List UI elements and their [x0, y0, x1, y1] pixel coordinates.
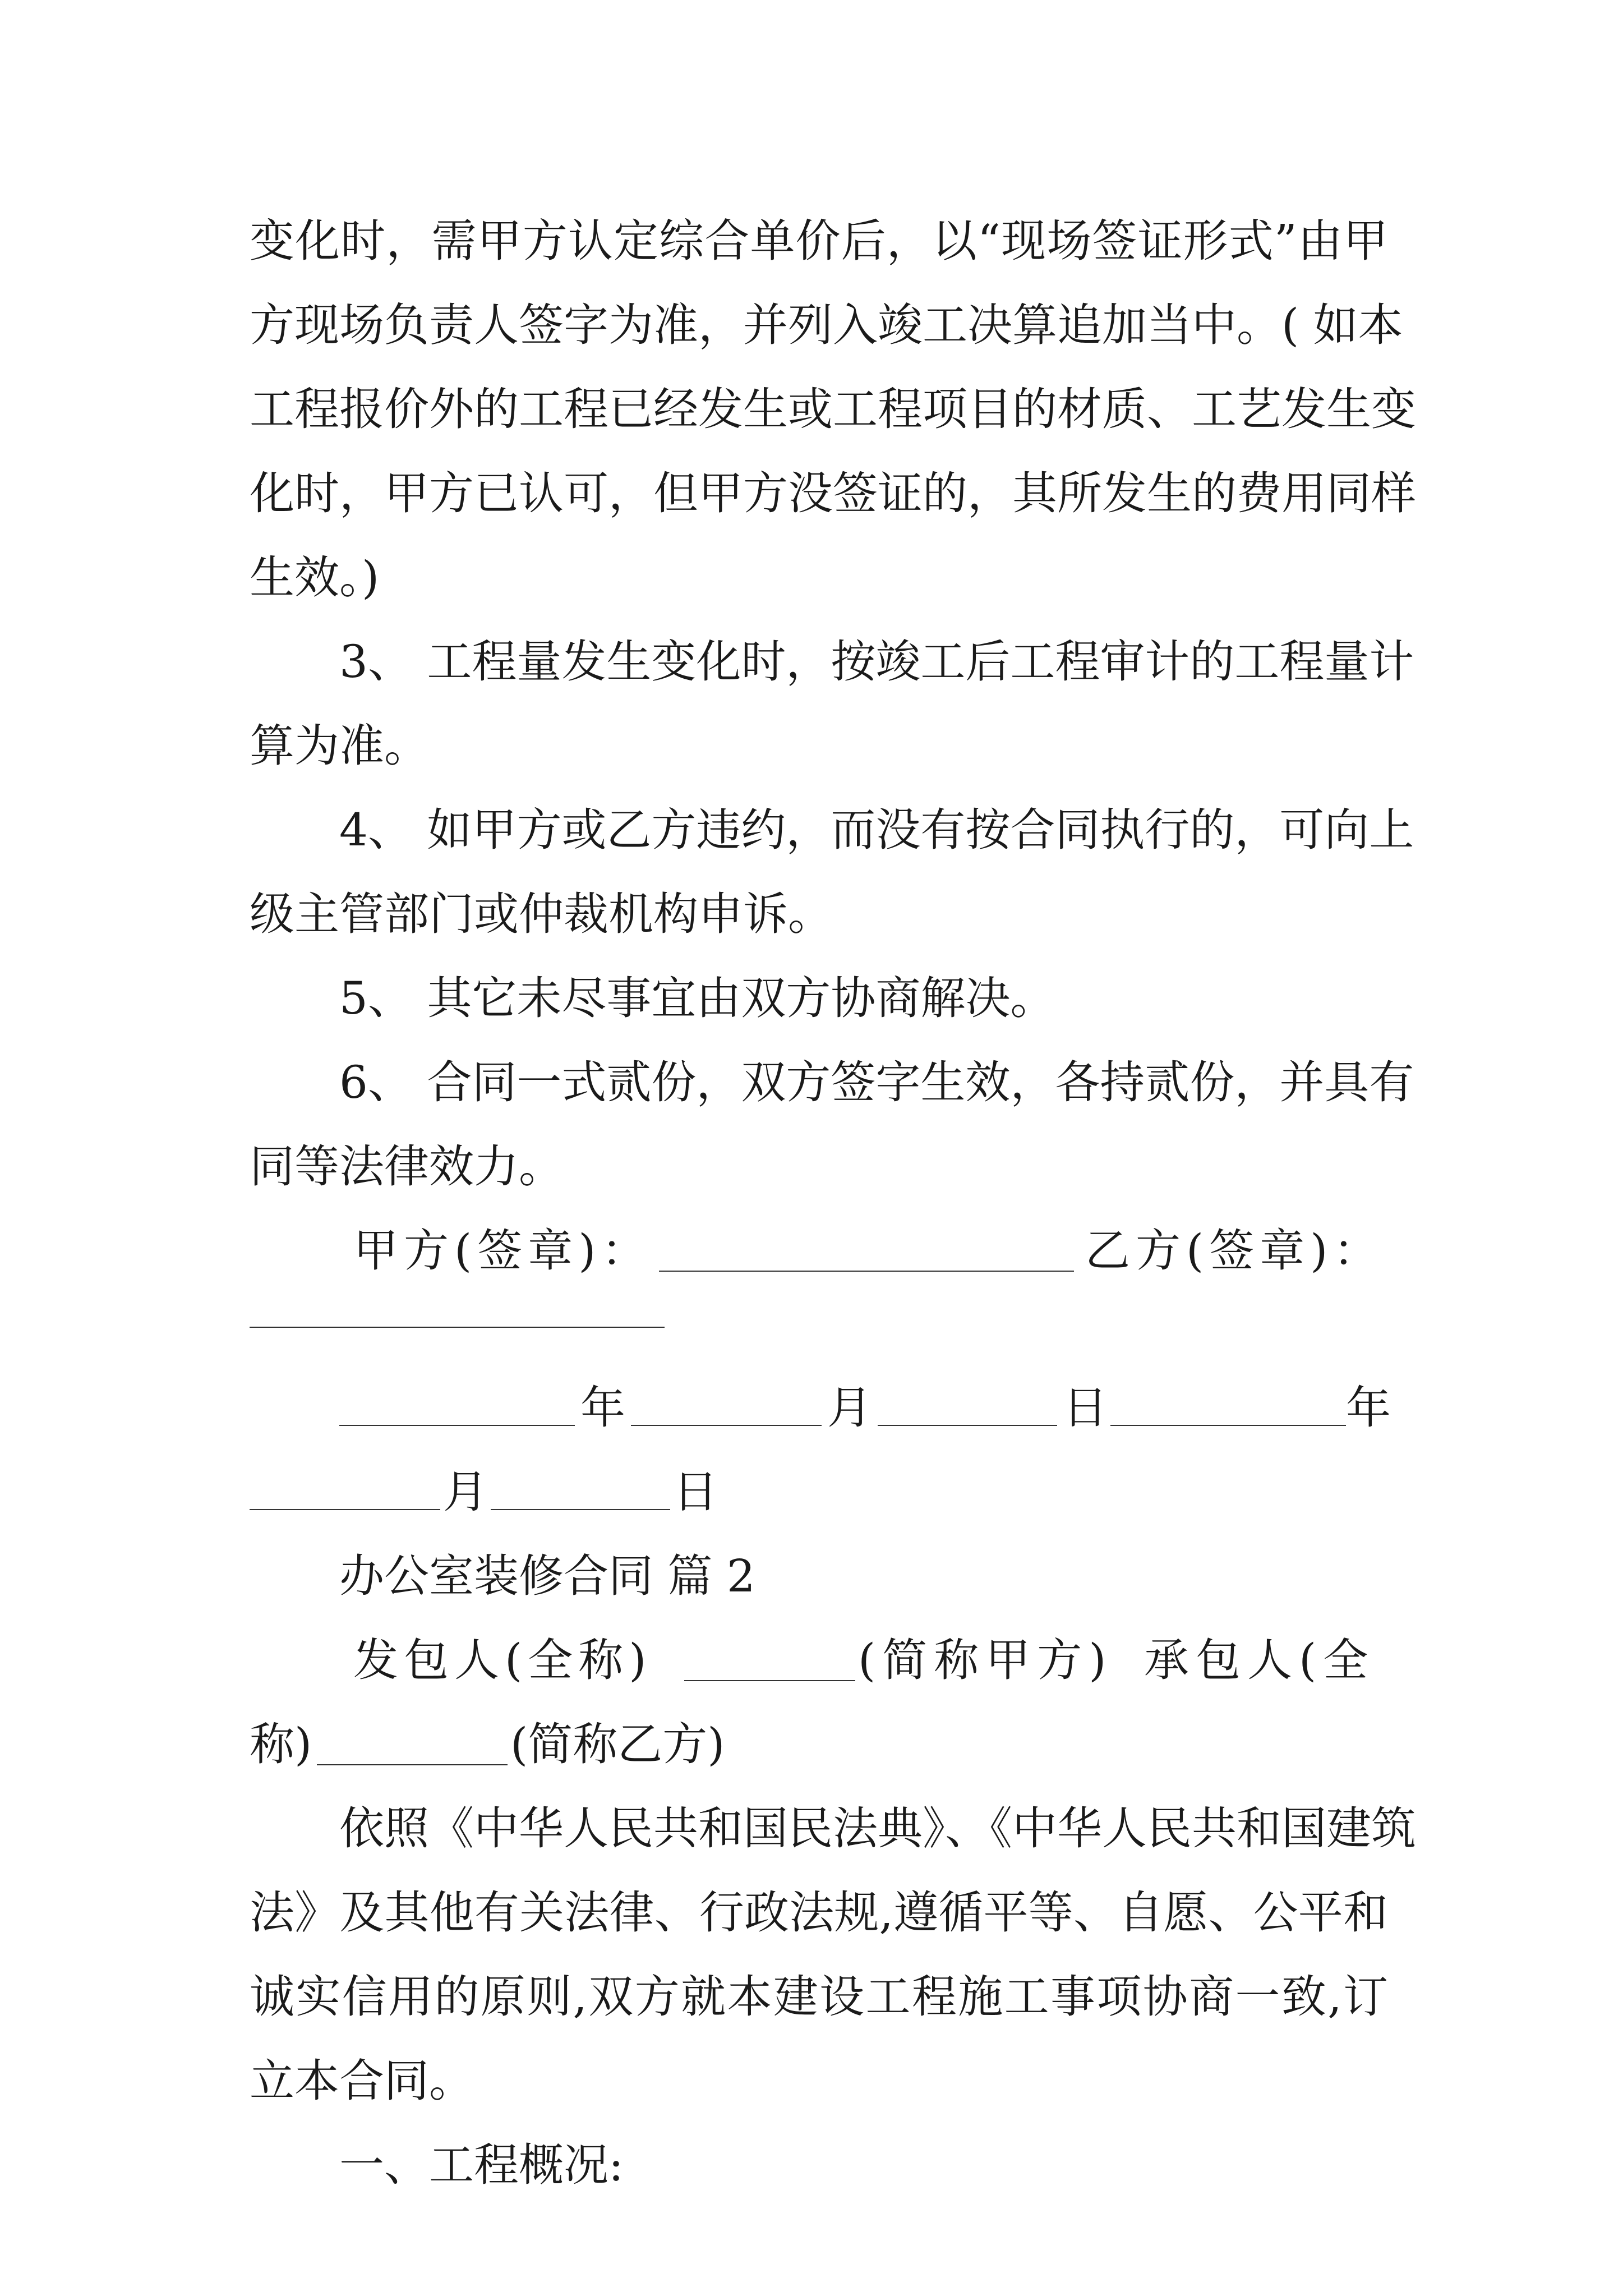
paragraph-line: 工程报价外的工程已经发生或工程项目的材质、工艺发生变 — [250, 383, 1416, 435]
basis-line: 立本合同。 — [250, 2055, 474, 2107]
day-label: 日 — [1063, 1382, 1108, 1434]
clause-4-line: 级主管部门或仲裁机构申诉。 — [250, 888, 833, 940]
contractor-short-label: (简称乙方) — [510, 1718, 725, 1770]
contractor-label-2: 称) — [250, 1718, 312, 1770]
contractor-name-blank[interactable] — [317, 1764, 508, 1765]
basis-line: 依照《中华人民共和国民法典》、《中华人民共和国建筑 — [339, 1802, 1416, 1855]
month-label-b: 月 — [443, 1466, 488, 1518]
party-a-signature-label: 甲方(签章)： — [353, 1225, 652, 1277]
year-label-b: 年 — [1346, 1382, 1391, 1434]
basis-line: 诚实信用的原则,双方就本建设工程施工事项协商一致,订 — [250, 1971, 1388, 2023]
date-month-blank[interactable] — [631, 1425, 822, 1426]
month-label: 月 — [827, 1382, 872, 1434]
issuer-short-label: (简称甲方) — [858, 1634, 1113, 1686]
party-b-signature-blank[interactable] — [250, 1327, 665, 1328]
paragraph-line: 变化时，需甲方认定综合单价后，以“现场签证形式”由甲 — [250, 215, 1388, 267]
issuer-label: 发包人(全称) — [353, 1634, 652, 1686]
clause-6-line: 同等法律效力。 — [250, 1140, 564, 1193]
paragraph-line: 化时，甲方已认可，但甲方没签证的，其所发生的费用同样 — [250, 467, 1416, 519]
year-label: 年 — [580, 1382, 625, 1434]
clause-4-line: 4、 如甲方或乙方违约，而没有按合同执行的，可向上 — [339, 804, 1414, 856]
clause-3-line: 3、 工程量发生变化时，按竣工后工程审计的工程量计 — [339, 636, 1414, 688]
date-month-blank-b[interactable] — [250, 1509, 440, 1510]
contractor-label: 承包人(全 — [1144, 1634, 1375, 1686]
party-b-signature-label: 乙方(签章)： — [1085, 1225, 1384, 1277]
clause-5-line: 5、 其它未尽事宜由双方协商解决。 — [339, 972, 1055, 1024]
basis-line: 法》及其他有关法律、行政法规,遵循平等、自愿、公平和 — [250, 1887, 1388, 1939]
clause-3-line: 算为准。 — [250, 720, 429, 772]
section-title: 办公室装修合同 篇 2 — [339, 1550, 755, 1602]
date-day-blank-b[interactable] — [491, 1509, 670, 1510]
issuer-name-blank[interactable] — [684, 1680, 855, 1681]
paragraph-line: 生效。) — [250, 551, 380, 604]
paragraph-line: 方现场负责人签字为准，并列入竣工决算追加当中。( 如本 — [250, 299, 1403, 351]
date-year-blank-b[interactable] — [1110, 1425, 1346, 1426]
date-year-blank[interactable] — [339, 1425, 575, 1426]
day-label-b: 日 — [673, 1466, 718, 1518]
party-a-signature-blank[interactable] — [659, 1271, 1074, 1272]
heading-engineering-overview: 一、工程概况: — [339, 2139, 624, 2191]
clause-6-line: 6、 合同一式贰份，双方签字生效，各持贰份，并具有 — [339, 1056, 1414, 1108]
date-day-blank[interactable] — [878, 1425, 1057, 1426]
